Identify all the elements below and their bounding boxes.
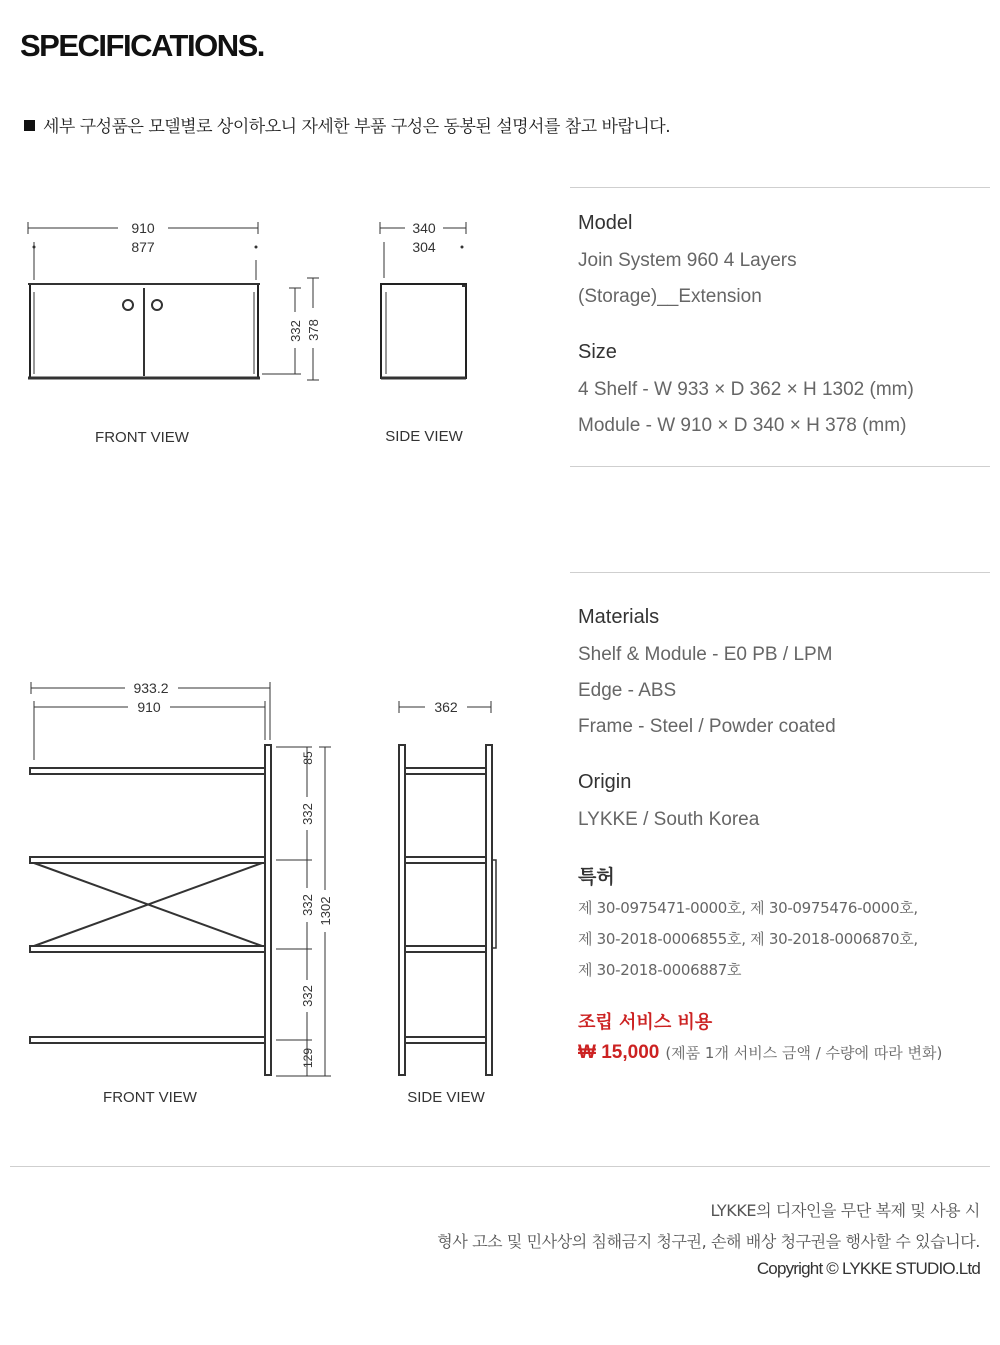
spec-materials — [578, 606, 988, 1064]
shelf-diagram — [0, 670, 560, 1120]
side-view-label: SIDE VIEW — [385, 428, 463, 445]
materials-line: Frame - Steel / Powder coated — [578, 716, 836, 737]
side-shelf — [405, 946, 486, 952]
side-view-label: SIDE VIEW — [407, 1089, 485, 1106]
side-brace — [492, 860, 496, 948]
materials-line: Shelf & Module - E0 PB / LPM — [578, 644, 833, 665]
shelf-board — [30, 946, 265, 952]
dim-label-side-depth-outer: 340 — [412, 220, 436, 236]
patent-line: 제 30-2018-0006855호, 제 30-2018-0006870호, — [578, 930, 918, 948]
frame-post — [265, 745, 271, 1075]
square-bullet-icon — [24, 120, 35, 131]
door-knob-left — [123, 300, 133, 310]
origin-label: Origin — [578, 771, 632, 793]
spec-divider — [570, 572, 990, 573]
dim-label-front-width-inner: 910 — [137, 699, 161, 715]
dim-label-total-height: 1302 — [318, 896, 333, 926]
parts-notice — [24, 112, 670, 137]
shelf-board — [30, 768, 265, 774]
front-view-label: FRONT VIEW — [103, 1089, 197, 1106]
dim-label-spacing-3: 332 — [300, 985, 315, 1007]
dim-dot — [33, 246, 36, 249]
module-diagram — [0, 200, 560, 460]
side-shelf — [405, 768, 486, 774]
dim-label-front-width-outer: 910 — [131, 220, 155, 236]
side-shelf — [405, 857, 486, 863]
materials-line: Edge - ABS — [578, 680, 677, 701]
copyright: Copyright © LYKKE STUDIO.Ltd — [756, 1259, 980, 1278]
door-knob-right — [152, 300, 162, 310]
service-note: (제품 1개 서비스 금액 / 수량에 따라 변화) — [665, 1044, 943, 1062]
model-label: Model — [578, 212, 633, 234]
materials-label: Materials — [578, 606, 660, 628]
side-shelf — [405, 1037, 486, 1043]
patent-line: 제 30-0975471-0000호, 제 30-0975476-0000호, — [578, 899, 918, 917]
footer-line: 형사 고소 및 민사상의 침해금지 청구권, 손해 배상 청구권을 행사할 수 있습니다. — [437, 1232, 980, 1251]
dim-label-side-depth: 362 — [434, 699, 458, 715]
dim-label-bottom-gap: 129 — [301, 1047, 315, 1069]
service-price: ₩ 15,000 — [578, 1042, 660, 1063]
front-view-label: FRONT VIEW — [95, 429, 189, 446]
spec-model-size — [578, 212, 988, 444]
dim-label-top-gap: 85 — [301, 751, 315, 765]
dim-dot — [255, 246, 258, 249]
model-line: Join System 960 4 Layers — [578, 250, 797, 271]
notice-text: 세부 구성품은 모델별로 상이하오니 자세한 부품 구성은 동봉된 설명서를 참고 바랍니다. — [43, 117, 671, 137]
footer-divider — [10, 1166, 990, 1167]
dim-label-spacing-2: 332 — [300, 894, 315, 916]
footer-line: LYKKE의 디자인을 무단 복제 및 사용 시 — [710, 1201, 980, 1220]
origin-value: LYKKE / South Korea — [578, 809, 760, 830]
patent-line: 제 30-2018-0006887호 — [578, 961, 742, 979]
dim-label-side-depth-inner: 304 — [412, 239, 436, 255]
dim-label-front-width-inner: 877 — [131, 239, 155, 255]
side-body — [381, 284, 466, 378]
side-post — [486, 745, 492, 1075]
spec-divider — [570, 466, 990, 467]
spec-divider — [570, 187, 990, 188]
dim-dot — [461, 246, 464, 249]
shelf-board — [30, 857, 265, 863]
side-post — [399, 745, 405, 1075]
service-price-line — [578, 1042, 988, 1064]
page-title: SPECIFICATIONS. — [20, 28, 264, 63]
patent-label: 특허 — [578, 866, 615, 888]
dim-label-spacing-1: 332 — [300, 803, 315, 825]
model-line: (Storage)__Extension — [578, 286, 762, 307]
dim-label-front-height-outer: 378 — [306, 319, 321, 341]
service-label: 조립 서비스 비용 — [578, 1012, 713, 1033]
size-line: Module - W 910 × D 340 × H 378 (mm) — [578, 415, 907, 436]
shelf-board — [30, 1037, 265, 1043]
dim-label-front-height-inner: 332 — [288, 320, 303, 342]
size-label: Size — [578, 341, 617, 363]
size-line: 4 Shelf - W 933 × D 362 × H 1302 (mm) — [578, 379, 914, 400]
dim-label-front-width-outer: 933.2 — [133, 680, 169, 696]
